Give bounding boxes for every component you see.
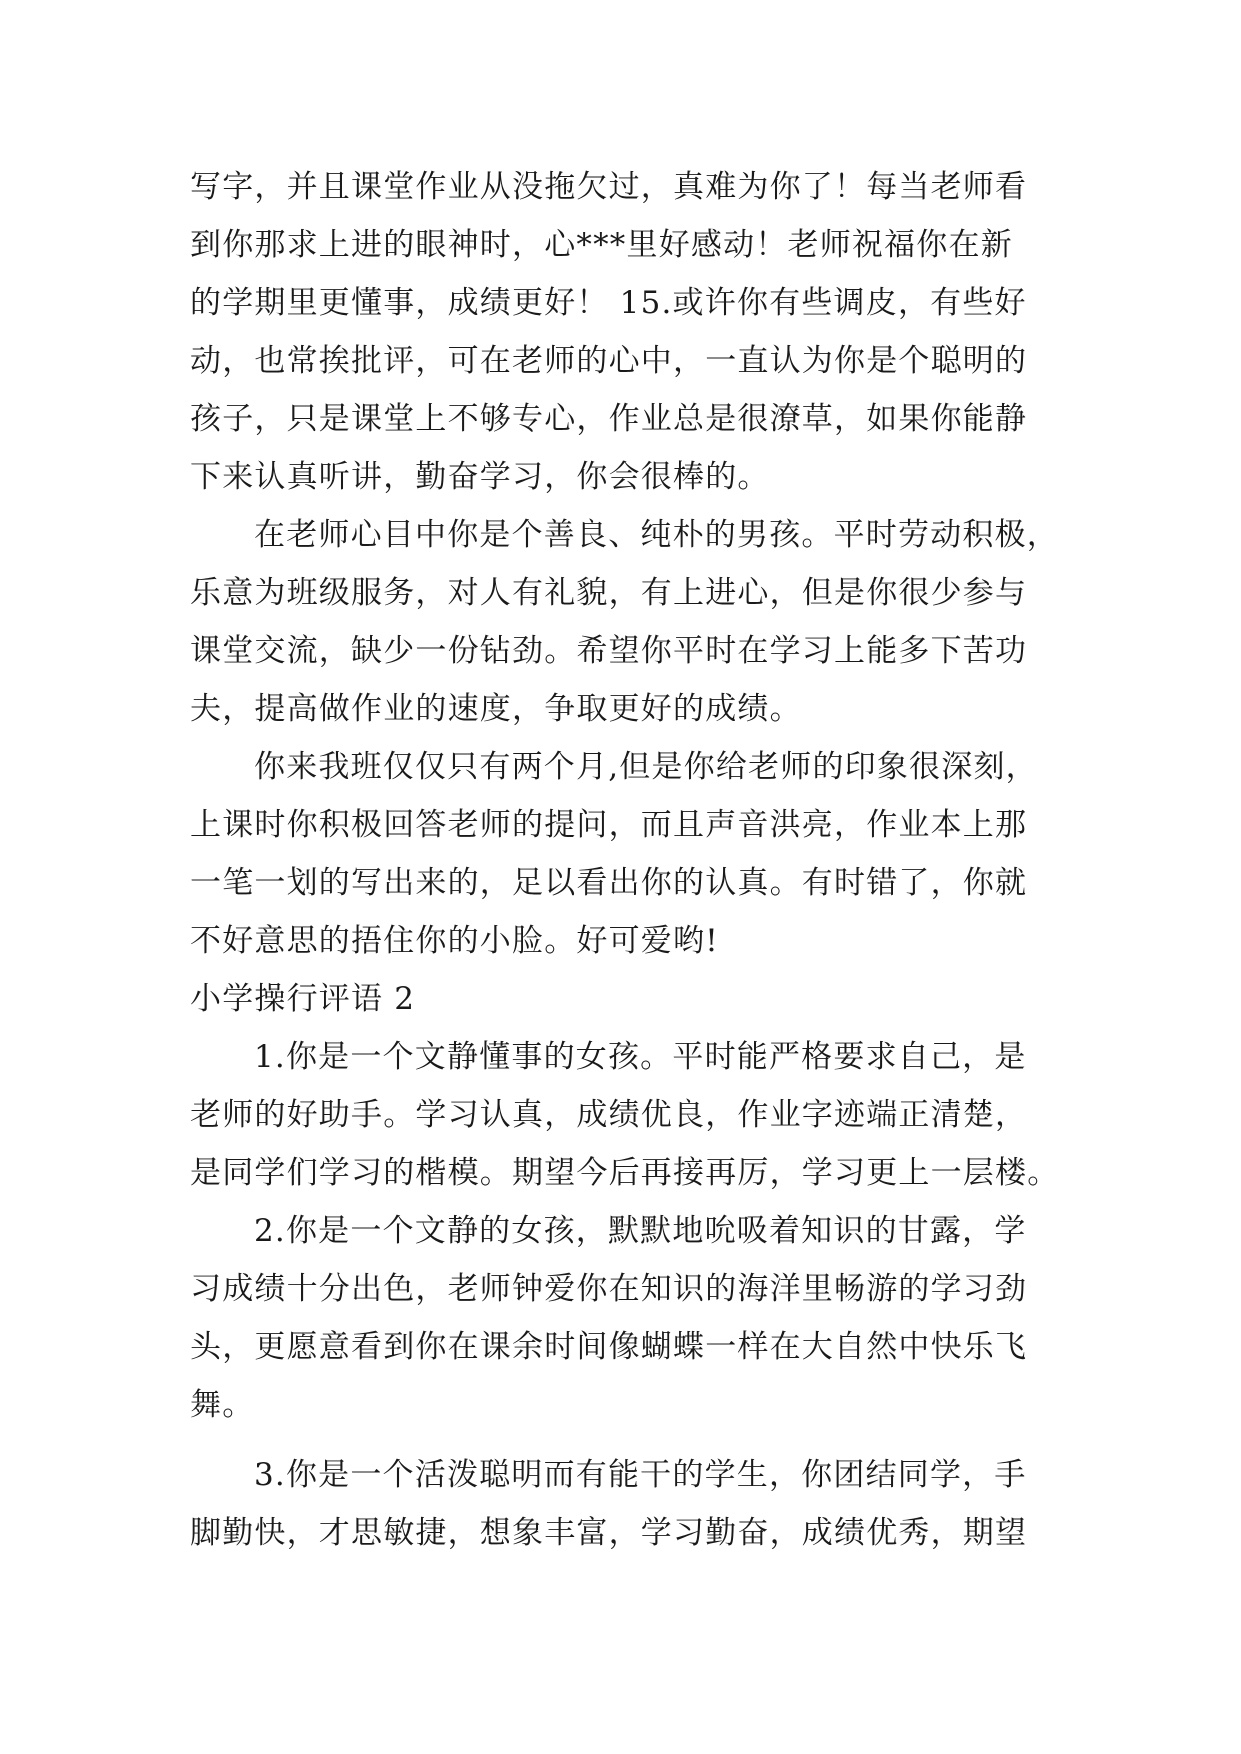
text-line: 上课时你积极回答老师的提问，而且声音洪亮，作业本上那	[190, 807, 1028, 843]
text-line: 课堂交流，缺少一份钻劲。希望你平时在学习上能多下苦功	[190, 633, 1028, 669]
text-line: 到你那求上进的眼神时，心***里好感动！老师祝福你在新	[190, 227, 1013, 263]
text-line: 你来我班仅仅只有两个月,但是你给老师的印象很深刻，	[254, 749, 1038, 785]
text-line: 不好意思的捂住你的小脸。好可爱哟!	[190, 923, 719, 959]
text-line: 的学期里更懂事，成绩更好！ 15.或许你有些调皮，有些好	[190, 285, 1027, 321]
text-line: 是同学们学习的楷模。期望今后再接再厉，学习更上一层楼。	[190, 1155, 1060, 1191]
text-line: 在老师心目中你是个善良、纯朴的男孩。平时劳动积极，	[254, 517, 1059, 553]
text-line: 孩子，只是课堂上不够专心，作业总是很潦草，如果你能静	[190, 401, 1028, 437]
text-line: 小学操行评语 2	[190, 981, 416, 1017]
text-line: 夫，提高做作业的速度，争取更好的成绩。	[190, 691, 802, 727]
text-line: 2.你是一个文静的女孩，默默地吮吸着知识的甘露，学	[254, 1213, 1027, 1249]
text-line: 脚勤快，才思敏捷，想象丰富，学习勤奋，成绩优秀，期望	[190, 1515, 1028, 1551]
text-line: 舞。	[190, 1387, 255, 1423]
text-line: 习成绩十分出色，老师钟爱你在知识的海洋里畅游的学习劲	[190, 1271, 1028, 1307]
paragraph-gap	[190, 1434, 1050, 1446]
text-line: 动，也常挨批评，可在老师的心中，一直认为你是个聪明的	[190, 343, 1028, 379]
text-line: 写字，并且课堂作业从没拖欠过，真难为你了！每当老师看	[190, 169, 1028, 205]
text-line: 3.你是一个活泼聪明而有能干的学生，你团结同学，手	[254, 1457, 1027, 1493]
text-line: 1.你是一个文静懂事的女孩。平时能严格要求自己，是	[254, 1039, 1027, 1075]
text-line: 乐意为班级服务，对人有礼貌，有上进心，但是你很少参与	[190, 575, 1028, 611]
document-page	[190, 158, 1060, 1562]
text-line: 下来认真听讲，勤奋学习，你会很棒的。	[190, 459, 770, 495]
text-line: 一笔一划的写出来的，足以看出你的认真。有时错了，你就	[190, 865, 1028, 901]
text-line: 老师的好助手。学习认真，成绩优良，作业字迹端正清楚，	[190, 1097, 1028, 1133]
text-line: 头，更愿意看到你在课余时间像蝴蝶一样在大自然中快乐飞	[190, 1329, 1028, 1365]
